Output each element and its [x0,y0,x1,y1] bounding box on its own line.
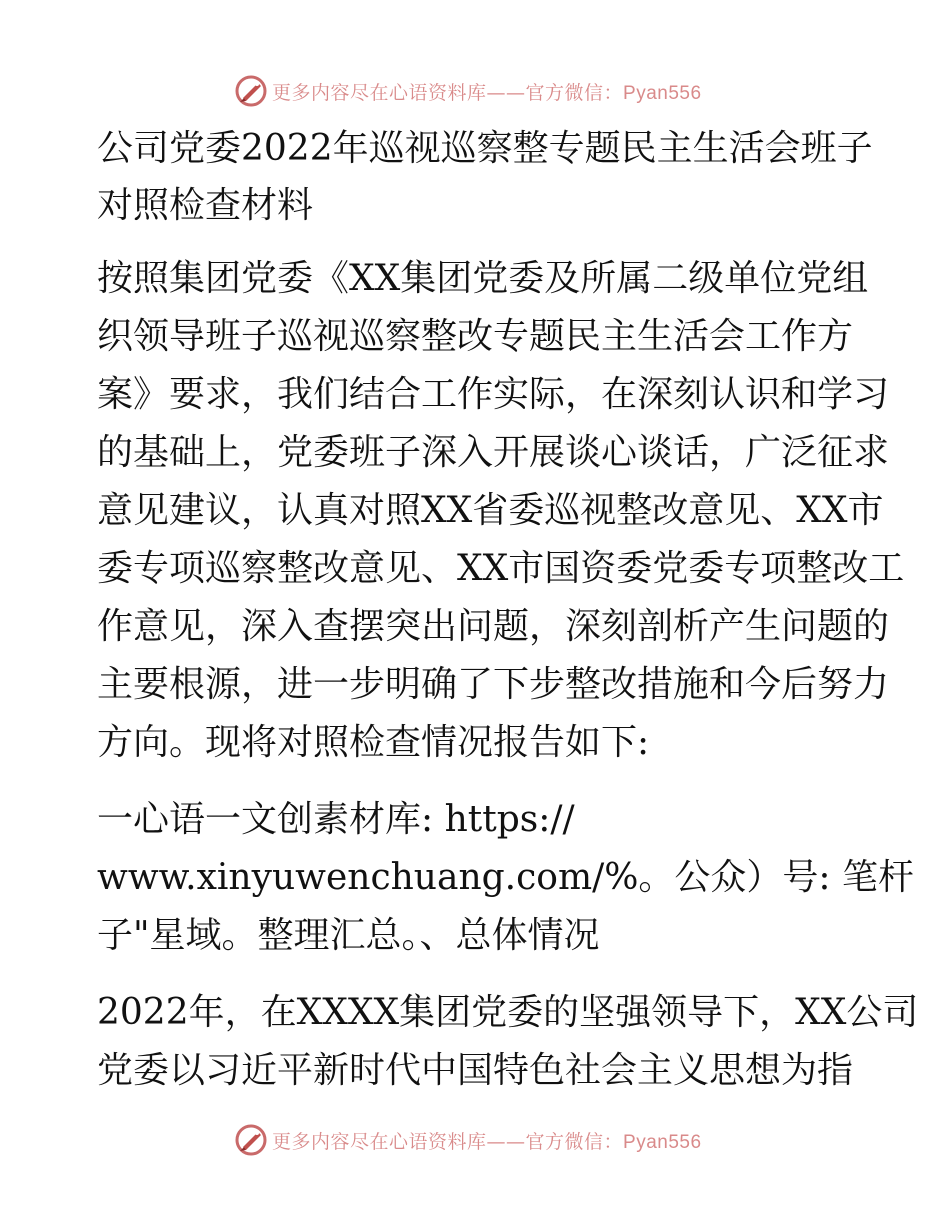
paragraph-line: 的基础上，党委班子深入开展谈心谈话，广泛征求 [97,432,890,473]
paragraph-line: 委专项巡察整改意见、XX市国资委党委专项整改工 [97,548,905,589]
paragraph-line: 按照集团党委《XX集团党委及所属二级单位党组 [97,258,869,299]
logo-icon [234,74,268,108]
logo-icon [234,1123,268,1157]
paragraph-line: 2022年，在XXXX集团党委的坚强领导下，XX公司 [97,992,919,1033]
footer-banner [0,1121,950,1161]
paragraph-line: 主要根源，进一步明确了下步整改措施和今后努力 [97,664,890,705]
paragraph-line: 作意见，深入查摆突出问题，深刻剖析产生问题的 [97,606,890,647]
paragraph-line: 意见建议，认真对照XX省委巡视整改意见、XX市 [97,490,884,531]
paragraph-line: 织领导班子巡视巡察整改专题民主生活会工作方 [97,316,854,357]
paragraph-line: www.xinyuwenchuang.com/%。公众）号: 笔杆 [97,857,914,898]
paragraph-line: 案》要求，我们结合工作实际，在深刻认识和学习 [97,374,890,415]
document-title-line-2: 对照检查材料 [97,185,314,226]
banner-text: 更多内容尽在心语资料库——官方微信：Pyan556 [272,81,702,104]
paragraph-line: 一心语一文创素材库: https:// [97,799,575,840]
paragraph-line: 党委以习近平新时代中国特色社会主义思想为指 [97,1050,854,1091]
banner-text: 更多内容尽在心语资料库——官方微信：Pyan556 [272,1130,702,1153]
paragraph-line: 方向。现将对照检查情况报告如下: [97,722,650,763]
paragraph-line: 子"星域。整理汇总。、总体情况 [97,915,600,956]
header-banner [0,72,950,112]
document-title-line-1: 公司党委2022年巡视巡察整专题民主生活会班子 [97,128,873,169]
